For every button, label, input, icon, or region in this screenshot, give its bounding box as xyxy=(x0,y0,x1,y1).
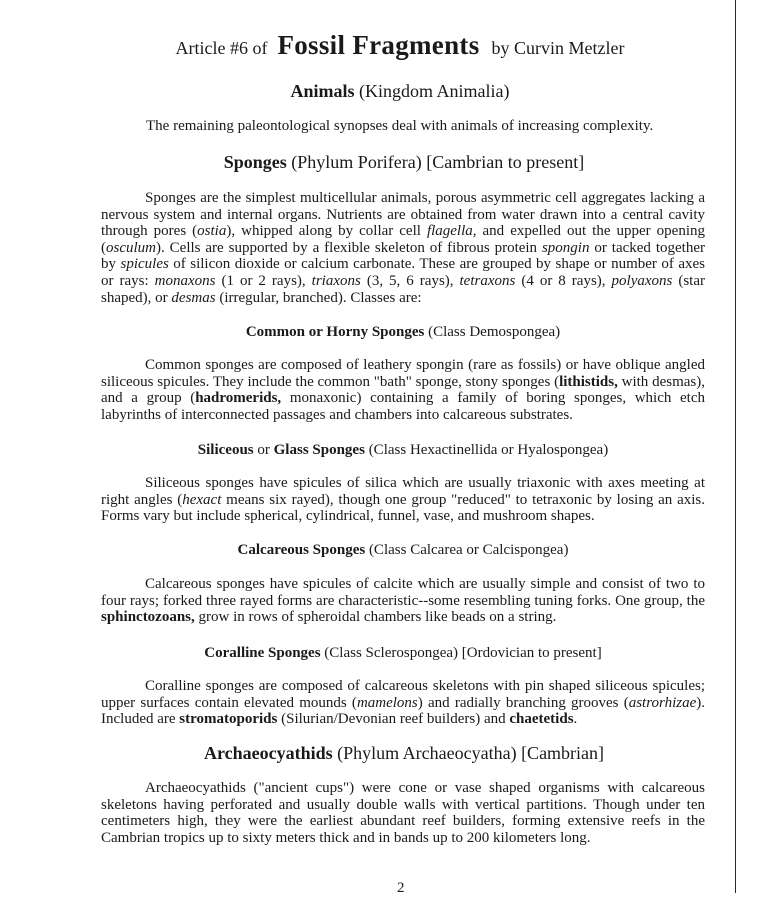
intro-text: The remaining paleontological synopses deal with animals of increasing complexity. xyxy=(146,118,654,134)
coralline-sponges-heading xyxy=(0,645,760,662)
common-sponges-heading-bold: Common or Horny Sponges xyxy=(245,324,425,340)
kingdom-heading xyxy=(0,81,760,102)
article-title-line xyxy=(0,30,760,61)
glass-sponges-paragraph: Siliceous sponges have spicules of silica which are usually triaxonic with axes meeting at right angles (hexact means six rayed), though one group "reduced" to tetraxonic by losing an axis. Forms vary but include spherical, cylindrical, funnel, vase, and mushroom shapes. xyxy=(101,475,705,525)
common-sponges-heading-rest: (Class Demospongea) xyxy=(428,324,561,340)
coralline-sponges-heading-rest: (Class Sclerospongea) [Ordovician to present] xyxy=(324,645,602,661)
coralline-sponges-heading-bold: Coralline Sponges xyxy=(204,645,321,661)
article-title: Fossil Fragments xyxy=(277,30,480,60)
archaeocyathids-heading xyxy=(0,743,760,764)
page-number: 2 xyxy=(397,880,405,896)
glass-sponges-heading xyxy=(0,442,760,459)
sponges-heading-bold: Sponges xyxy=(223,152,287,172)
common-sponges-paragraph: Common sponges are composed of leathery spongin (rare as fossils) or have oblique angled siliceous spicules. They include the common "bath" sponge, stony sponges (lithistids, with desmas), and a group (hadromerids, monaxonic) containing a family of boring sponges, which etch labyrinths of interconnected passages and chambers into calcareous substrates. xyxy=(101,357,705,423)
glass-sponges-heading-bold1: Siliceous xyxy=(197,442,254,458)
kingdom-heading-bold: Animals xyxy=(290,81,355,101)
archaeocyathids-heading-rest: (Phylum Archaeocyatha) [Cambrian] xyxy=(337,743,605,763)
kingdom-heading-rest: (Kingdom Animalia) xyxy=(359,81,510,101)
calcareous-sponges-heading xyxy=(0,542,760,559)
glass-sponges-heading-mid: or xyxy=(257,442,270,458)
glass-sponges-heading-rest: (Class Hexactinellida or Hyalospongea) xyxy=(368,442,609,458)
sponges-paragraph: Sponges are the simplest multicellular animals, porous asymmetric cell aggregates lacking a nervous system and internal organs. Nutrients are obtained from water drawn into a central cavity through pores (ostia), whipped along by collar cell flagella, and expelled out the upper opening (osculum). Cells are supported by a flexible skeleton of fibrous protein spongin or tacked together by spicules of silicon dioxide or calcium carbonate. These are grouped by shape or number of axes or rays: monaxons (1 or 2 rays), triaxons (3, 5, 6 rays), tetraxons (4 or 8 rays), polyaxons (star shaped), or desmas (irregular, branched). Classes are: xyxy=(101,190,706,306)
common-sponges-heading xyxy=(0,324,760,341)
article-byline: by Curvin Metzler xyxy=(491,38,625,58)
glass-sponges-heading-bold2: Glass Sponges xyxy=(273,442,365,458)
article-number: Article #6 of xyxy=(175,38,268,58)
sponges-heading xyxy=(0,152,760,173)
calcareous-sponges-heading-rest: (Class Calcarea or Calcispongea) xyxy=(368,542,569,558)
calcareous-sponges-paragraph: Calcareous sponges have spicules of calcite which are usually simple and consist of two to four rays; forked three rayed forms are characteristic--some resembling tuning forks. One group, the sphinctozoans, grow in rows of spheroidal chambers like beads on a string. xyxy=(101,576,705,626)
archaeocyathids-paragraph: Archaeocyathids ("ancient cups") were cone or vase shaped organisms with calcareous skeletons having perforated and usually double walls with vertical partitions. Though under ten centimeters high, they were the earliest abundant reef builders, forming extensive reefs in the Cambrian tropics up to sixty meters thick and in bands up to 200 kilometers long. xyxy=(101,780,705,846)
coralline-sponges-paragraph: Coralline sponges are composed of calcareous skeletons with pin shaped siliceous spicules; upper surfaces contain elevated mounds (mamelons) and radially branching grooves (astrorhizae). Included are stromatoporids (Silurian/Devonian reef builders) and chaetetids. xyxy=(101,678,705,728)
sponges-heading-rest: (Phylum Porifera) [Cambrian to present] xyxy=(291,152,585,172)
calcareous-sponges-heading-bold: Calcareous Sponges xyxy=(237,542,366,558)
archaeocyathids-heading-bold: Archaeocyathids xyxy=(203,743,333,763)
